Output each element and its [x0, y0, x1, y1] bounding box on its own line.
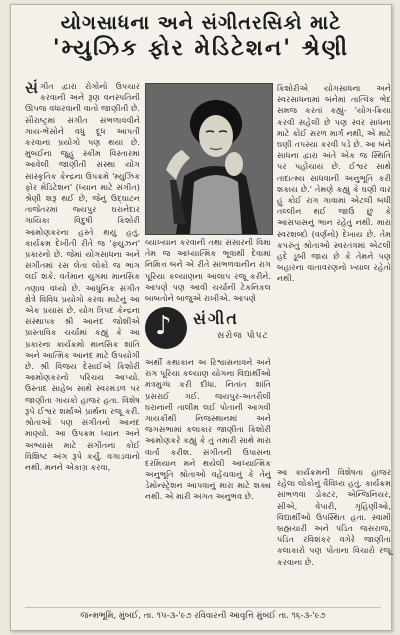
photo-caption [145, 237, 271, 304]
column-3b-text: આ કાર્યક્રમની વિશેષતા હાજર રહેલા લોકોનું વૈવિધ્ય હતું. કાર્યક્રમ સાંભળવા ડોક્ટર, એન્જિનિયર, સીએ, વેપારી, ગૃહિણીઓ, વિદ્યાર્થીઓ ઉપસ્થિત હતા. સ્વામી બ્રહ્મચારી અને પંડિત જસરાજ, પંડિત રવિશંકર વગેરે જાણીતા કલાકારો પણ પોતાના વિચારો રજૂ કરવાના છે. [277, 467, 391, 567]
singer-photo [145, 83, 273, 235]
article-column-3 [277, 83, 391, 463]
column-title: સંગીત [193, 309, 239, 328]
column-3-text: કિશોરીએ યોગસાધના અને સ્વરસાધનામાં બંનેમાં તાત્વિક ભેદ સમજ કરતાં કહ્યું- 'યોગ-ક્રિયા કરવી સહેલી છે પણ સ્વર સાધના માટે કોઈ સરળ માર્ગ નથી, એ માટે ઘણી તપસ્યા કરવી પડે છે. આ બંને સાધના દ્વારા અંતે એક જ સ્થિતિ પર પહોંચાય છે. ઈશ્વર સાથે તાદાત્મ્ય સાધવાની અનુભૂતિ કરી શકાય છે.' તેમણે કહ્યું કે ઘણી વાર હું કોઈ રાગ ગાવામાં એટલી બધી તલ્લીન થઈ જાઉં છું કે આસપાસનું ભાન રહેતું નથી. મારા સ્વરશબ્દો (વર્ણનો) દેખાય છે. તેમ કપરુંતું શ્રોતાઓ સ્વરતંત્રમાં એટલી હદે ડૂબી જાય છે કે તેમને પણ બહારના વાતાવરણનો ખ્યાલ રહેતો નથી. [277, 83, 391, 284]
publication-credit: જન્મભૂમિ, મુંબઈ, તા. ૧૫-૩-'૯૭ રવિવારની આવૃત્તિ મુંબઈ તા. ૧૬-૩-'૯૭ [25, 607, 381, 625]
caption-text: વ્યાખ્યાન કરવાની તથા સંસારની વિમા તેમ જ આધ્યાત્મિક ભૂવાથી દેવામાં નિમિત્ત બને એ રીતે સાંભળવાનીન રાગ પૂરિયા કલ્યાણના આલાપ રજૂ કરીને. આપણે પણ આવી ચર્ચાની ટેકનિકલ બાબતોને બાજુએ રાખીએ. આપણે [145, 237, 271, 304]
headline-line-1: યોગસાધના અને સંગીતરસિકો માટે [60, 12, 342, 34]
newspaper-clipping [10, 4, 392, 631]
headline-line-2: 'મ્યુઝિક ફોર મેડિટેશન' શ્રેણી [52, 36, 350, 61]
article-column-2 [145, 357, 271, 597]
singer-portrait-illustration [146, 84, 272, 234]
drop-cap: સં [25, 78, 38, 97]
music-note-icon: ♪ [145, 307, 187, 349]
author-name: સરોજ પોપટ [217, 331, 269, 341]
column-1-text: ગીત દ્વારા રોગોનો ઉપચાર કરવાની અને રૂણ વનસ્પતિની ઊપજ વધારવાની વાતો જાણીતી છે. સૌરાષ્ટ્રમાં સંગીત સંભળાવવીને ગાય-ભેંસોને વધુ દૂધ આપતી કરવાના પ્રયોગો પણ થયા છે. મુંબઈના જુહુ સ્કીમ વિસ્તારમાં આવેલી જાણીતી સંસ્થા યોગ સાંસ્કૃતિક કેન્દ્રના ઉપક્રમે 'મ્યુઝિક ફોર મેડિટેશન' (ધ્યાન માટે સંગીત) શ્રેણી શરૂ થઈ છે, જેનું ઉદ્ઘાટન તાજેતરમાં જ્યપુર ઘરાનેદાર ગાયિકા વિદુષી કિશોરી આમોણકરના હસ્તે થયું હતું. કાર્યક્રમ દેખીતી રીતે જ 'ફ્યુઝન' પ્રકારનો છે. જેમાં યોગસાધના અને સંગીતમાં રસ લેતા લોકો જ ભાગ લઈ શકે. વર્તમાન યુગમાં માનસિક તણાવ વધ્યો છે. આધુનિક સંગીત ક્ષેત્રે વિવિધ પ્રયોગો કરવા માટેનું આ એક પ્રયાસ છે. યોગ ત્રિપદ કેન્દ્રના સંસ્થાપક શ્રી આનંદ જોશીએ પ્રાસ્તાવિક ચર્ચામાં કહ્યું કે આ પ્રકારના કાર્યક્રમો માનસિક શાંતિ અને આત્મિક આનંદ માટે ઉપયોગી છે. શ્રી વિજય દેસાઈએ કિશોરી આમોણકરનો પરિચય આપ્યો. ઉસ્તાદ સાહેબ સાથે સ્વરમંડળ પર જાણીતા ગાયકો હાજર હતા. વિશેષ રૂપે ઈશ્વર શર્માએ પ્રાર્થના રજૂ કરી. શ્રોતાઓ પણ સંગીતનો આનંદ માણ્યો. આ ઉપક્રમ ધ્યાન અને અભ્યાસ માટે સંગીતના કોઈ વિશિષ્ટ અંગ રૂપે કર્યું. વગાડવાનો નથી. મનને એકાગ્ર કરવા, [25, 81, 140, 472]
article-column-1 [25, 78, 140, 601]
column-2-text: અર્થી કથાકાન અ રિશ્વાસનાવને અને રાગ પૂરિયા કલ્યાણ યોગના વિદ્યાર્થીઓ મંત્રમુગ્ધ કરી દીધા. નિતાંત શાંતિ પ્રસરાઈ ગઈ. જયપુર-અતરૌલી ઘરાનાની તાલીમ લઈ પોતાની આગવી ગાયકીથી નિજસ્થાનમાં અને જગસભામાં કલાકાર જાણીતા કિશોરી આમોણકરે કહ્યું કે તું તમારી સાથે મારા વાર્તા કરીશ. સંગીતની ઉપાસના દરમિયાન મને થયેલી આધ્યાત્મિક અનુભૂતિ શ્રોતાઓ વહેંચવાનું કે તેનું ડેમોન્સ્ટ્રેશન આપવાનું મારા માટે શક્ય નથી. એ મારી અંગત અનુભવ છે. [145, 357, 271, 502]
article-column-3-continued [277, 467, 391, 597]
headline [11, 11, 391, 63]
